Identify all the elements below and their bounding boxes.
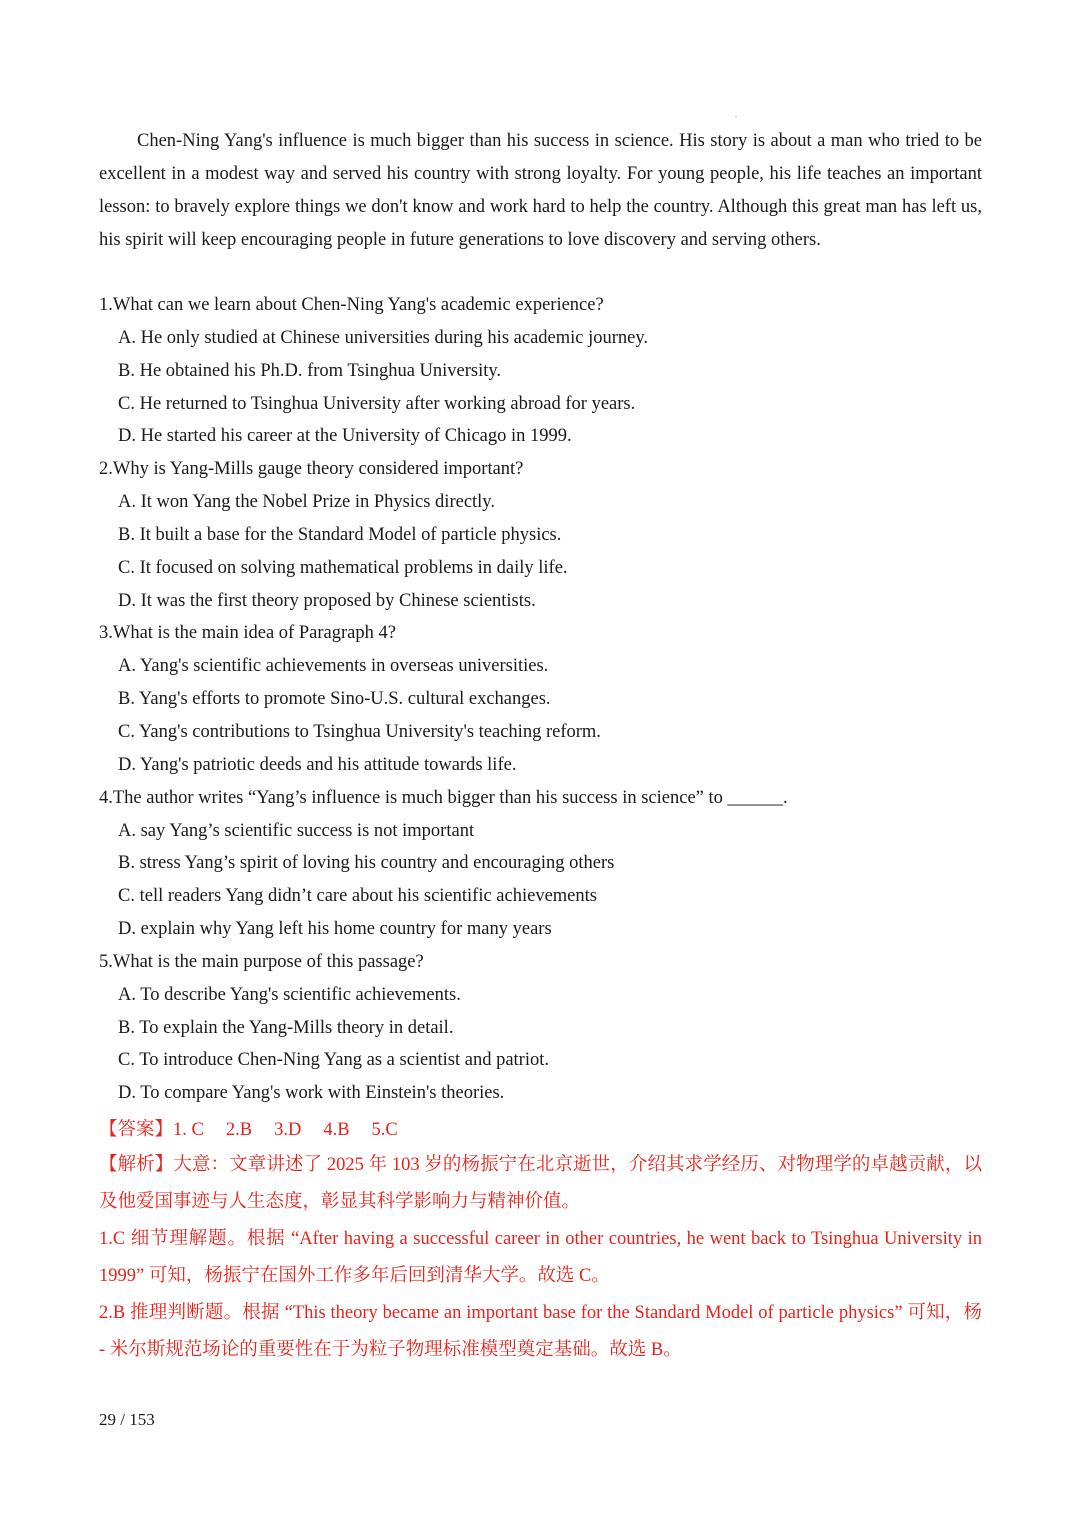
answer-key-item: 3.D bbox=[274, 1120, 302, 1140]
scan-speck bbox=[735, 116, 737, 117]
analysis-summary-text: 大意：文章讲述了 2025 年 103 岁的杨振宁在北京逝世，介绍其求学经历、对物理学的卓越贡献，以及他爱国事迹与人生态度，彰显其科学影响力与精神价值。 bbox=[99, 1155, 982, 1212]
answer-option: B. He obtained his Ph.D. from Tsinghua University. bbox=[118, 360, 502, 381]
analysis-item-2: 2.B 推理判断题。根据 “This theory became an important base for the Standard Model of particle physics” 可知，杨 - 米尔斯规范场论的重要性在于为粒子物理标准模型奠定基础。故选 B。 bbox=[99, 1303, 982, 1360]
analysis-summary bbox=[99, 1147, 982, 1221]
answer-option: B. To explain the Yang-Mills theory in detail. bbox=[118, 1017, 454, 1038]
page-number: 29 / 153 bbox=[99, 1410, 155, 1429]
answer-option: D. To compare Yang's work with Einstein's theories. bbox=[118, 1083, 505, 1104]
question-list bbox=[99, 289, 999, 1110]
answer-key-item: 5.C bbox=[371, 1120, 398, 1140]
answer-key bbox=[99, 1113, 420, 1147]
question-stem: 3.What is the main idea of Paragraph 4? bbox=[99, 623, 396, 644]
answer-option: D. Yang's patriotic deeds and his attitude towards life. bbox=[118, 754, 517, 775]
question-stem: 1.What can we learn about Chen-Ning Yang's academic experience? bbox=[99, 295, 604, 315]
question-stem: 4.The author writes “Yang’s influence is much bigger than his success in science” to ______. bbox=[99, 787, 788, 808]
analysis-item-1: 1.C 细节理解题。根据 “After having a successful career in other countries, he went back to Tsinghua University in 1999” 可知，杨振宁在国外工作多年后回到清华大学。故选 C。 bbox=[99, 1229, 982, 1286]
answer-option: A. It won Yang the Nobel Prize in Physics directly. bbox=[118, 492, 495, 513]
answer-option: D. It was the first theory proposed by Chinese scientists. bbox=[118, 590, 536, 611]
answer-option: B. Yang's efforts to promote Sino-U.S. cultural exchanges. bbox=[118, 689, 551, 710]
answer-option: D. explain why Yang left his home country for many years bbox=[118, 919, 552, 940]
answer-option: A. Yang's scientific achievements in overseas universities. bbox=[118, 656, 549, 677]
question-stem: 5.What is the main purpose of this passage? bbox=[99, 951, 424, 972]
answer-key-item: 1. C bbox=[173, 1120, 204, 1140]
answer-option: B. It built a base for the Standard Model of particle physics. bbox=[118, 524, 562, 545]
answer-option: C. tell readers Yang didn’t care about his scientific achievements bbox=[118, 886, 597, 907]
answer-option: C. It focused on solving mathematical problems in daily life. bbox=[118, 557, 568, 578]
answer-option: A. To describe Yang's scientific achievements. bbox=[118, 984, 461, 1005]
answer-key-item: 4.B bbox=[323, 1120, 350, 1140]
answer-option: D. He started his career at the University of Chicago in 1999. bbox=[118, 426, 572, 447]
answer-option: C. He returned to Tsinghua University after working abroad for years. bbox=[118, 393, 636, 414]
answer-option: A. say Yang’s scientific success is not important bbox=[118, 820, 475, 841]
answer-option: C. To introduce Chen-Ning Yang as a scientist and patriot. bbox=[118, 1050, 550, 1071]
answer-option: A. He only studied at Chinese universities during his academic journey. bbox=[118, 327, 649, 348]
analysis-label: 【解析】 bbox=[99, 1155, 174, 1175]
answer-option: B. stress Yang’s spirit of loving his country and encouraging others bbox=[118, 853, 615, 874]
answer-key-item: 2.B bbox=[225, 1120, 253, 1140]
answer-key-label: 【答案】 bbox=[99, 1119, 174, 1140]
question-stem: 2.Why is Yang-Mills gauge theory considered important? bbox=[99, 459, 524, 480]
answer-option: C. Yang's contributions to Tsinghua University's teaching reform. bbox=[118, 721, 601, 742]
passage-final-paragraph: Chen-Ning Yang's influence is much bigger than his success in science. His story is about a man who tried to be excellent in a modest way and served his country with strong loyalty. For young people, his life teaches an important lesson: to bravely explore things we don't know and work hard to help the country. Although this great man has left us, his spirit will keep encouraging people in future generations to love discovery and serving others. bbox=[99, 131, 982, 250]
